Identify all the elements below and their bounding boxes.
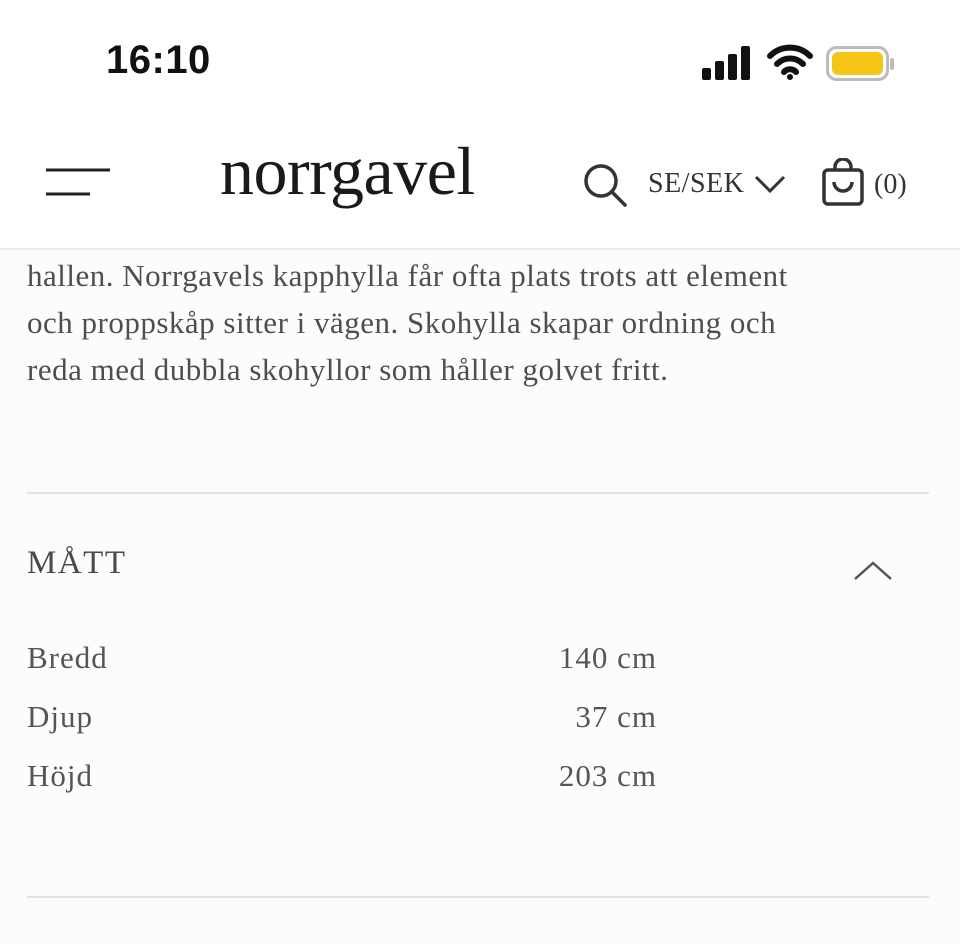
- site-header: [0, 120, 960, 250]
- dimension-label: Bredd: [27, 640, 108, 675]
- dimension-row-width: [27, 640, 657, 690]
- dimension-label: Höjd: [27, 758, 93, 793]
- status-time: 16:10: [106, 38, 211, 82]
- divider: [27, 896, 929, 898]
- cellular-signal-icon: [702, 46, 752, 80]
- dimension-value: 140 cm: [558, 640, 657, 675]
- hamburger-menu-icon[interactable]: [44, 166, 112, 198]
- dimensions-section-title[interactable]: MÅTT: [27, 545, 127, 581]
- dimension-row-height: [27, 758, 657, 808]
- chevron-down-icon: [754, 174, 786, 194]
- product-description: [27, 252, 927, 393]
- locale-selector[interactable]: [648, 164, 786, 204]
- description-line: hallen. Norrgavels kapphylla får ofta plats trots att element: [27, 258, 788, 293]
- locale-label: SE/SEK: [648, 168, 745, 199]
- dimension-label: Djup: [27, 699, 93, 734]
- description-line: reda med dubbla skohyllor som håller golvet fritt.: [27, 352, 669, 387]
- chevron-up-icon[interactable]: [852, 560, 894, 582]
- dimension-row-depth: [27, 699, 657, 749]
- battery-icon: [826, 46, 896, 82]
- search-icon[interactable]: [582, 162, 628, 208]
- divider: [27, 492, 929, 494]
- dimension-value: 37 cm: [575, 699, 657, 734]
- cart-button[interactable]: [820, 158, 907, 208]
- cart-count: (0): [874, 169, 907, 200]
- brand-logo[interactable]: norrgavel: [220, 133, 475, 209]
- status-bar: [0, 0, 960, 120]
- description-line: och proppskåp sitter i vägen. Skohylla skapar ordning och: [27, 305, 777, 340]
- shopping-bag-icon: [820, 158, 866, 208]
- wifi-icon: [767, 44, 813, 80]
- dimension-value: 203 cm: [558, 758, 657, 793]
